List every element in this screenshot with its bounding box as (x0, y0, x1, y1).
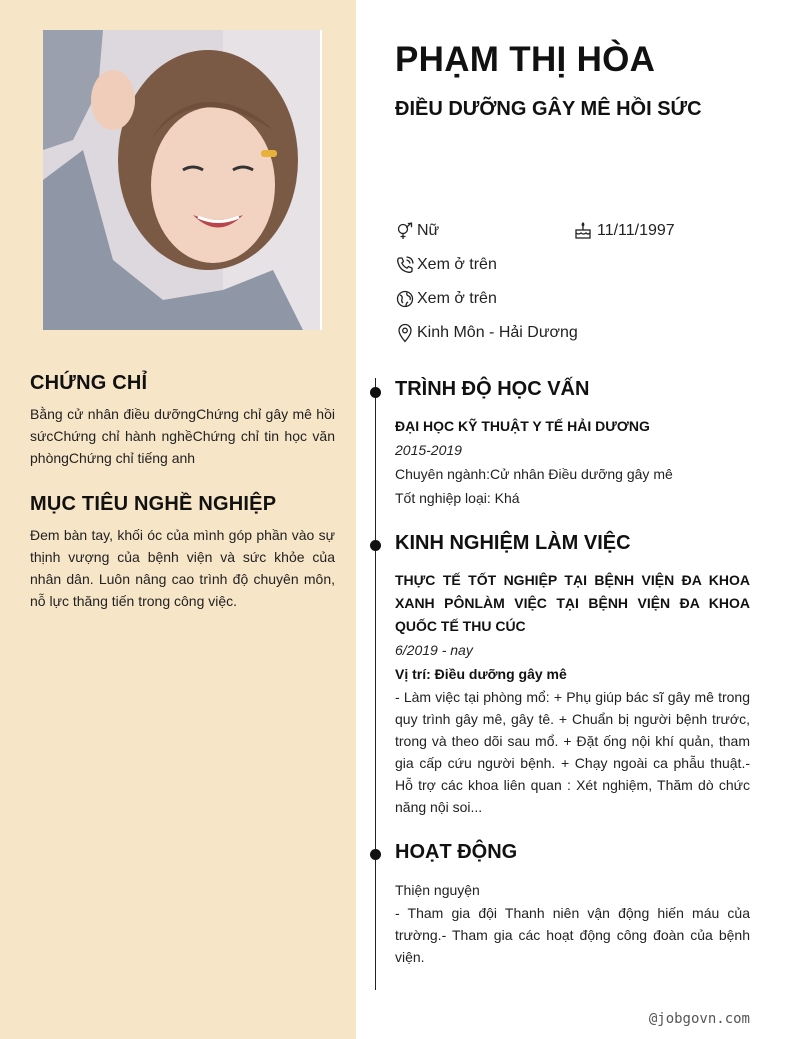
experience-company: THỰC TẾ TỐT NGHIỆP TẠI BỆNH VIỆN ĐA KHOA XANH PÔNLÀM VIỆC TẠI BỆNH VIỆN ĐA KHOA QUỐC TẾ THU CÚC (395, 572, 750, 634)
phone-value: Xem ở trên (417, 256, 497, 273)
timeline-dot-education (370, 387, 381, 398)
certificates-text: Bằng cử nhân điều dưỡngChứng chỉ gây mê hồi sứcChứng chỉ hành nghềChứng chỉ tin học văn phòngChứng chỉ tiếng anh (30, 406, 335, 466)
address-row (395, 322, 578, 344)
address-value: Kinh Môn - Hải Dương (417, 324, 578, 341)
job-title: ĐIỀU DƯỠNG GÂY MÊ HỒI SỨC (395, 98, 702, 120)
career-goal-heading: MỤC TIÊU NGHỀ NGHIỆP (30, 493, 277, 515)
certificates-heading: CHỨNG CHỈ (30, 372, 148, 394)
website-row (395, 288, 497, 310)
experience-period: 6/2019 - nay (395, 642, 473, 658)
education-period: 2015-2019 (395, 442, 462, 458)
activities-heading: HOẠT ĐỘNG (395, 841, 518, 863)
globe-icon (395, 289, 415, 309)
education-heading: TRÌNH ĐỘ HỌC VẤN (395, 378, 590, 400)
location-pin-icon (395, 323, 415, 343)
timeline-dot-activities (370, 849, 381, 860)
career-goal-text: Đem bàn tay, khối óc của mình góp phần vào sự thịnh vượng của bệnh viện và sức khỏe của nhân dân. Luôn nâng cao trình độ chuyên môn, nỗ lực thăng tiến trong công việc. (30, 527, 335, 609)
profile-photo (43, 30, 322, 330)
education-section (395, 378, 750, 510)
website-value: Xem ở trên (417, 290, 497, 307)
timeline-dot-experience (370, 540, 381, 551)
birthday-value: 11/11/1997 (597, 222, 675, 239)
experience-position: Vị trí: Điều dưỡng gây mê (395, 666, 567, 682)
sidebar (0, 0, 356, 1039)
footer-watermark: @jobgovn.com (648, 1011, 750, 1027)
gender-value: Nữ (417, 222, 440, 239)
experience-description: - Làm việc tại phòng mổ: + Phụ giúp bác sĩ gây mê trong quy trình gây mê, gây tê. + Chuẩn bị người bệnh trước, trong và theo dõi sau mổ. + Đặt ống nội khí quản, tham gia cấp cứu người bệnh. + Chạy ngoài ca phẫu thuật.- Hỗ trợ các khoa liên quan : Xét nghiệm, Thăm dò chức năng nội soi... (395, 689, 750, 815)
timeline-line (375, 378, 376, 990)
phone-icon (395, 255, 415, 275)
experience-section (395, 532, 750, 818)
career-goal-section (30, 493, 335, 612)
gender-row (395, 220, 439, 242)
certificates-section (30, 372, 335, 469)
phone-row (395, 254, 497, 276)
activities-section (395, 841, 750, 968)
school-name: ĐẠI HỌC KỸ THUẬT Y TẾ HẢI DƯƠNG (395, 418, 650, 434)
activity-name: Thiện nguyện (395, 882, 480, 898)
education-grade: Tốt nghiệp loại: Khá (395, 490, 520, 506)
gender-icon (395, 221, 415, 241)
birthday-cake-icon (573, 221, 593, 241)
birthday-row (573, 220, 675, 242)
experience-heading: KINH NGHIỆM LÀM VIỆC (395, 532, 631, 554)
person-name: PHẠM THỊ HÒA (395, 40, 656, 79)
education-major: Chuyên ngành:Cử nhân Điều dưỡng gây mê (395, 466, 673, 482)
activity-description: - Tham gia đội Thanh niên vận động hiến máu của trường.- Tham gia các hoạt động công đoàn của bệnh viện. (395, 905, 750, 965)
